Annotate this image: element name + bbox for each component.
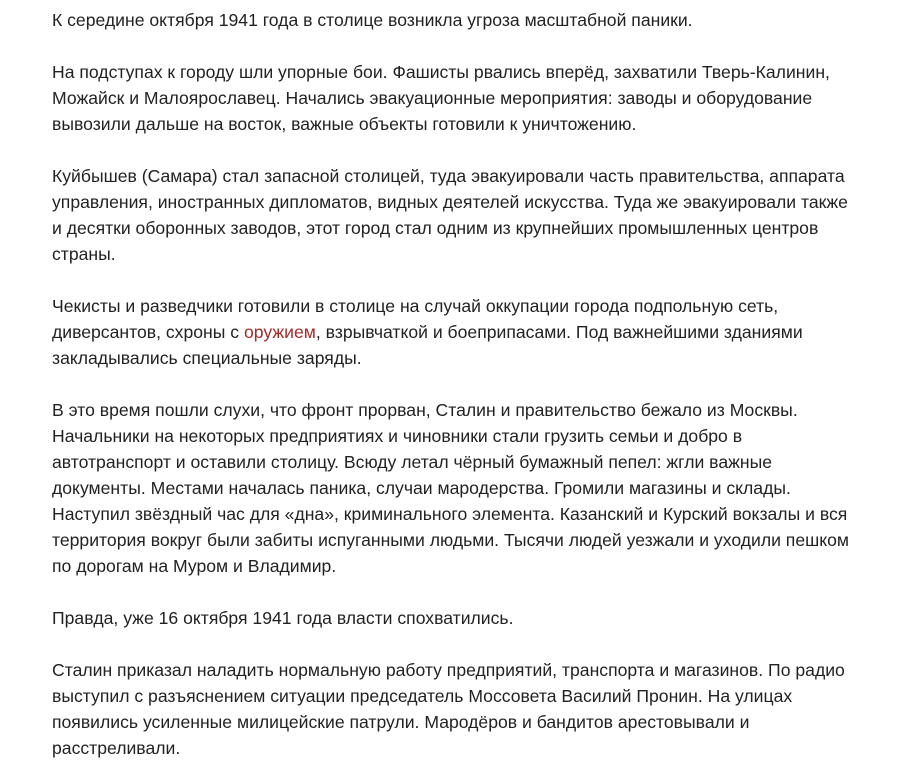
paragraph-5: В это время пошли слухи, что фронт прорван, Сталин и правительство бежало из Москвы. Начальники на некоторых предприятиях и чиновники стали грузить семьи и добро в автотранспорт и оставили столицу. Всюду летал чёрный бумажный пепел: жгли важные документы. Местами началась паника, случаи мародерства. Громили магазины и склады. Наступил звёздный час для «дна», криминального элемента. Казанский и Курский вокзалы и вся территория вокруг были забиты испуганными людьми. Тысячи людей уезжали и уходили пешком по дорогам на Муром и Владимир. bbox=[52, 400, 850, 576]
paragraph-2: На подступах к городу шли упорные бои. Фашисты рвались вперёд, захватили Тверь-Калинин, Можайск и Малоярославец. Начались эвакуационные мероприятия: заводы и оборудование вывозили дальше на восток, важные объекты готовили к уничтожению. bbox=[52, 62, 830, 134]
paragraph-7: Сталин приказал наладить нормальную работу предприятий, транспорта и магазинов. По радио выступил с разъяснением ситуации председатель Моссовета Василий Пронин. На улицах появились усиленные милицейские патрули. Мародёров и бандитов арестовывали и расстреливали. bbox=[52, 660, 845, 758]
paragraph-4 bbox=[52, 293, 852, 371]
article-body bbox=[52, 0, 852, 761]
weapons-link[interactable]: оружием bbox=[243, 322, 316, 342]
paragraph-4-text-start: Чекисты и разведчики готовили в столице на случай оккупации города подпольную сеть, диверсантов, схроны с bbox=[52, 296, 779, 342]
paragraph-6: Правда, уже 16 октября 1941 года власти спохватились. bbox=[52, 608, 514, 628]
paragraph-3: Куйбышев (Самара) стал запасной столицей, туда эвакуировали часть правительства, аппарата управления, иностранных дипломатов, видных деятелей искусства. Туда же эвакуировали также и десятки оборонных заводов, этот город стал одним из крупнейших промышленных центров страны. bbox=[52, 166, 848, 264]
paragraph-4-text-end: , взрывчаткой и боеприпасами. Под важнейшими зданиями закладывались специальные заряды. bbox=[52, 322, 803, 368]
paragraph-1: К середине октября 1941 года в столице возникла угроза масштабной паники. bbox=[52, 10, 693, 30]
